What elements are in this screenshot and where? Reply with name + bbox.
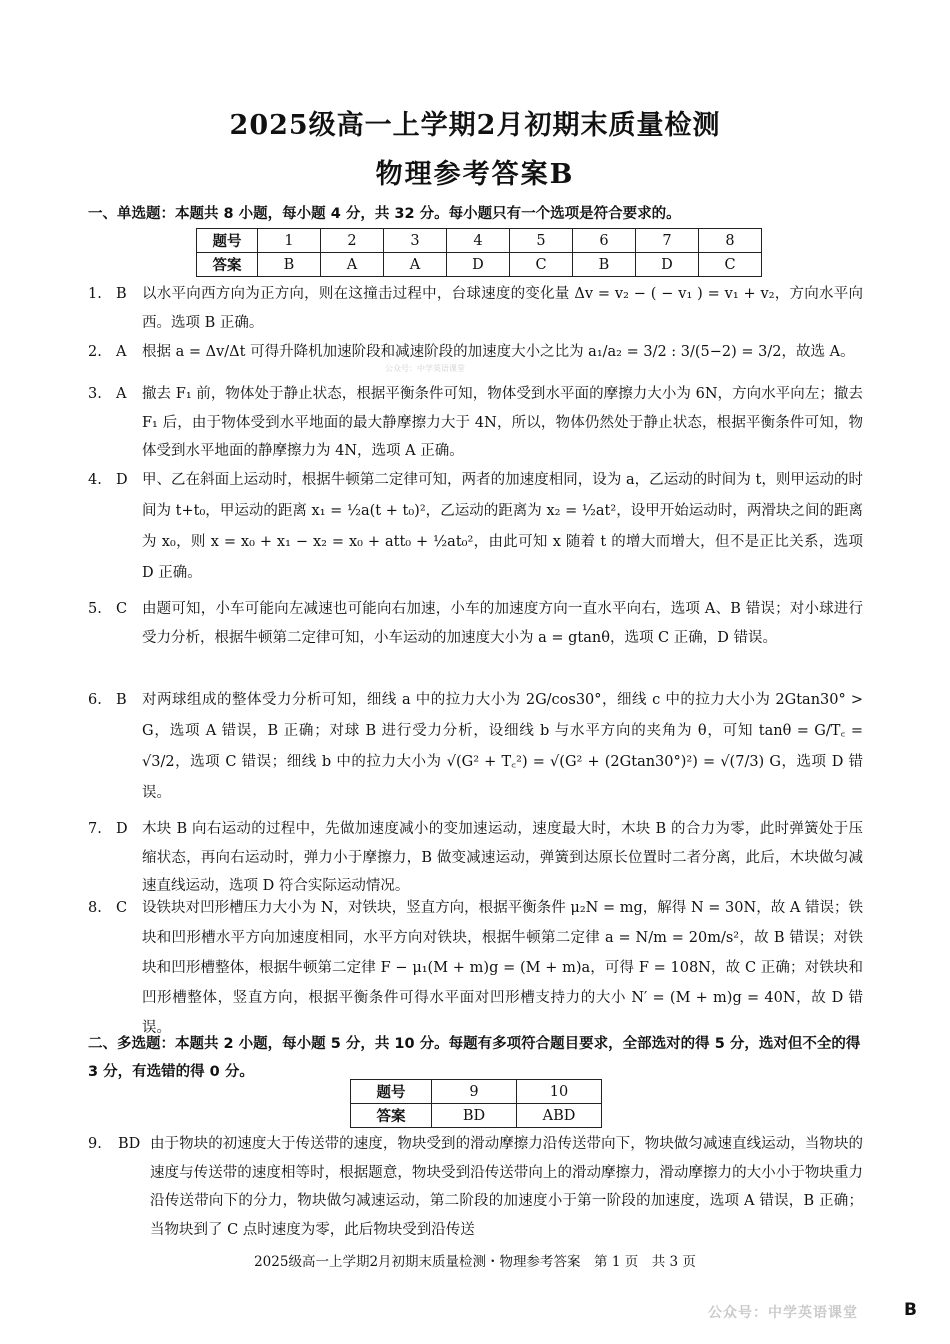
answer-item-9	[88, 1130, 863, 1244]
answer-item-3	[88, 380, 863, 466]
table-row	[197, 253, 762, 277]
page-subtitle: 物理参考答案B	[375, 159, 575, 190]
page-footer: 2025级高一上学期2月初期末质量检测・物理参考答案 第 1 页 共 3 页	[254, 1254, 696, 1270]
answer-item-5	[88, 595, 863, 652]
item-number: 8.	[88, 900, 102, 916]
table-header-cell: 题号	[351, 1080, 432, 1104]
item-answer: B	[116, 286, 127, 302]
item-explanation: 设铁块对凹形槽压力大小为 N，对铁块，竖直方向，根据平衡条件 μ₂N = mg，解得 N = 30N，故 A 错误；铁块和凹形槽水平方向加速度相同，水平方向对铁块，根据牛顿第二定律 a = N/m = 20m/s²，故 B 错误；对铁块和凹形槽整体，根据牛顿第二定律 F − μ₁(M + m)g = (M + m)a，可得 F = 108N，故 C 正确；对铁块和凹形槽整体，竖直方向，根据平衡条件可得水平面对凹形槽支持力的大小 N′ = (M + m)g = 40N，故 D 错误。	[142, 900, 863, 1036]
table-cell: B	[258, 253, 321, 277]
section2-answer-table	[350, 1079, 602, 1128]
table-cell: B	[573, 253, 636, 277]
item-explanation: 以水平向西方向为正方向，则在这撞击过程中，台球速度的变化量 Δv = v₂ − ( − v₁ ) = v₁ + v₂，方向水平向西。选项 B 正确。	[142, 286, 863, 331]
table-row	[351, 1080, 602, 1104]
table-cell: 10	[517, 1080, 602, 1104]
item-explanation: 由题可知，小车可能向左减速也可能向右加速，小车的加速度方向一直水平向右，选项 A、B 错误；对小球进行受力分析，根据牛顿第二定律可知，小车运动的加速度大小为 a = gtanθ，选项 C 正确，D 错误。	[142, 601, 863, 646]
item-number: 9.	[88, 1136, 102, 1152]
section2-heading: 二、多选题：本题共 2 小题，每小题 5 分，共 10 分。每题有多项符合题目要求，全部选对的得 5 分，选对但不全的得 3 分，有选错的得 0 分。	[88, 1036, 861, 1080]
item-number: 6.	[88, 692, 102, 708]
faint-watermark: 公众号：中学英语课堂	[385, 364, 465, 373]
answer-item-8	[88, 893, 863, 1043]
page-title: 2025级高一上学期2月初期末质量检测	[229, 110, 721, 141]
table-row	[197, 229, 762, 253]
answer-item-2	[88, 338, 863, 367]
item-number: 1.	[88, 286, 102, 302]
table-cell: C	[510, 253, 573, 277]
item-answer: C	[116, 900, 128, 916]
table-cell: 7	[636, 229, 699, 253]
item-answer: D	[116, 472, 128, 488]
table-cell: 6	[573, 229, 636, 253]
item-answer: B	[116, 692, 127, 708]
table-cell: 8	[699, 229, 762, 253]
item-answer: A	[116, 344, 127, 360]
item-number: 5.	[88, 601, 102, 617]
item-number: 4.	[88, 472, 102, 488]
table-cell: C	[699, 253, 762, 277]
item-explanation: 甲、乙在斜面上运动时，根据牛顿第二定律可知，两者的加速度相同，设为 a，乙运动的时间为 t，则甲运动的时间为 t+t₀，甲运动的距离 x₁ = ½a(t + t₀)²，乙运动的距离为 x₂ = ½at²，设甲开始运动时，两滑块之间的距离为 x₀，则 x = x₀ + x₁ − x₂ = x₀ + att₀ + ½at₀²，由此可知 x 随着 t 的增大而增大，但不是正比关系，选项 D 正确。	[142, 472, 863, 581]
table-cell: D	[447, 253, 510, 277]
item-explanation: 对两球组成的整体受力分析可知，细线 a 中的拉力大小为 2G/cos30°，细线 c 中的拉力大小为 2Gtan30° > G，选项 A 错误，B 正确；对球 B 进行受力分析，设细线 b 与水平方向的夹角为 θ，可知 tanθ = G/T꜀ = √3/2，选项 C 错误；细线 b 中的拉力大小为 √(G² + T꜀²) = √(G² + (2Gtan30°)²) = √(7/3) G，选项 D 错误。	[142, 692, 863, 801]
item-explanation: 撤去 F₁ 前，物体处于静止状态，根据平衡条件可知，物体受到水平面的摩擦力大小为 6N，方向水平向左；撤去 F₁ 后，由于物体受到水平地面的最大静摩擦力大于 4N，所以，物体仍然处于静止状态，根据平衡条件可知，物体受到水平地面的静摩擦力为 4N，选项 A 正确。	[142, 386, 863, 459]
answer-item-7	[88, 815, 863, 901]
table-cell: BD	[432, 1104, 517, 1128]
item-number: 3.	[88, 386, 102, 402]
table-cell: 5	[510, 229, 573, 253]
table-cell: A	[321, 253, 384, 277]
table-cell: 1	[258, 229, 321, 253]
item-number: 7.	[88, 821, 102, 837]
item-answer: D	[116, 821, 128, 837]
table-cell: D	[636, 253, 699, 277]
table-cell: 9	[432, 1080, 517, 1104]
item-explanation: 木块 B 向右运动的过程中，先做加速度减小的变加速运动，速度最大时，木块 B 的合力为零，此时弹簧处于压缩状态，再向右运动时，弹力小于摩擦力，B 做变减速运动，弹簧到达原长位置时二者分离，此后，木块做匀减速直线运动，选项 D 符合实际运动情况。	[142, 821, 863, 894]
table-cell: 4	[447, 229, 510, 253]
table-cell: ABD	[517, 1104, 602, 1128]
table-cell: 2	[321, 229, 384, 253]
table-cell: 3	[384, 229, 447, 253]
item-explanation: 根据 a = Δv/Δt 可得升降机加速阶段和减速阶段的加速度大小之比为 a₁/a₂ = 3/2 : 3/(5−2) = 3/2，故选 A。	[142, 344, 855, 360]
item-answer: C	[116, 601, 128, 617]
watermark-text: 公众号：中学英语课堂	[708, 1305, 858, 1321]
table-header-cell: 答案	[197, 253, 258, 277]
table-header-cell: 答案	[351, 1104, 432, 1128]
table-cell: A	[384, 253, 447, 277]
table-header-cell: 题号	[197, 229, 258, 253]
answer-item-6	[88, 685, 863, 809]
item-number: 2.	[88, 344, 102, 360]
answer-item-1	[88, 280, 863, 337]
watermark-letter: B	[904, 1300, 917, 1320]
answer-item-4	[88, 465, 863, 589]
table-row	[351, 1104, 602, 1128]
item-explanation: 由于物块的初速度大于传送带的速度，物块受到的滑动摩擦力沿传送带向下，物块做匀减速直线运动，当物块的速度与传送带的速度相等时，根据题意，物块受到沿传送带向上的滑动摩擦力，滑动摩擦力的大小小于物块重力沿传送带向下的分力，物块做匀减速运动，第二阶段的加速度小于第一阶段的加速度，选项 A 错误，B 正确；当物块到了 C 点时速度为零，此后物块受到沿传送	[150, 1136, 863, 1238]
item-answer: BD	[118, 1136, 141, 1152]
section1-answer-table	[196, 228, 762, 277]
item-answer: A	[116, 386, 127, 402]
section1-heading: 一、单选题：本题共 8 小题，每小题 4 分，共 32 分。每小题只有一个选项是符合要求的。	[88, 206, 681, 222]
